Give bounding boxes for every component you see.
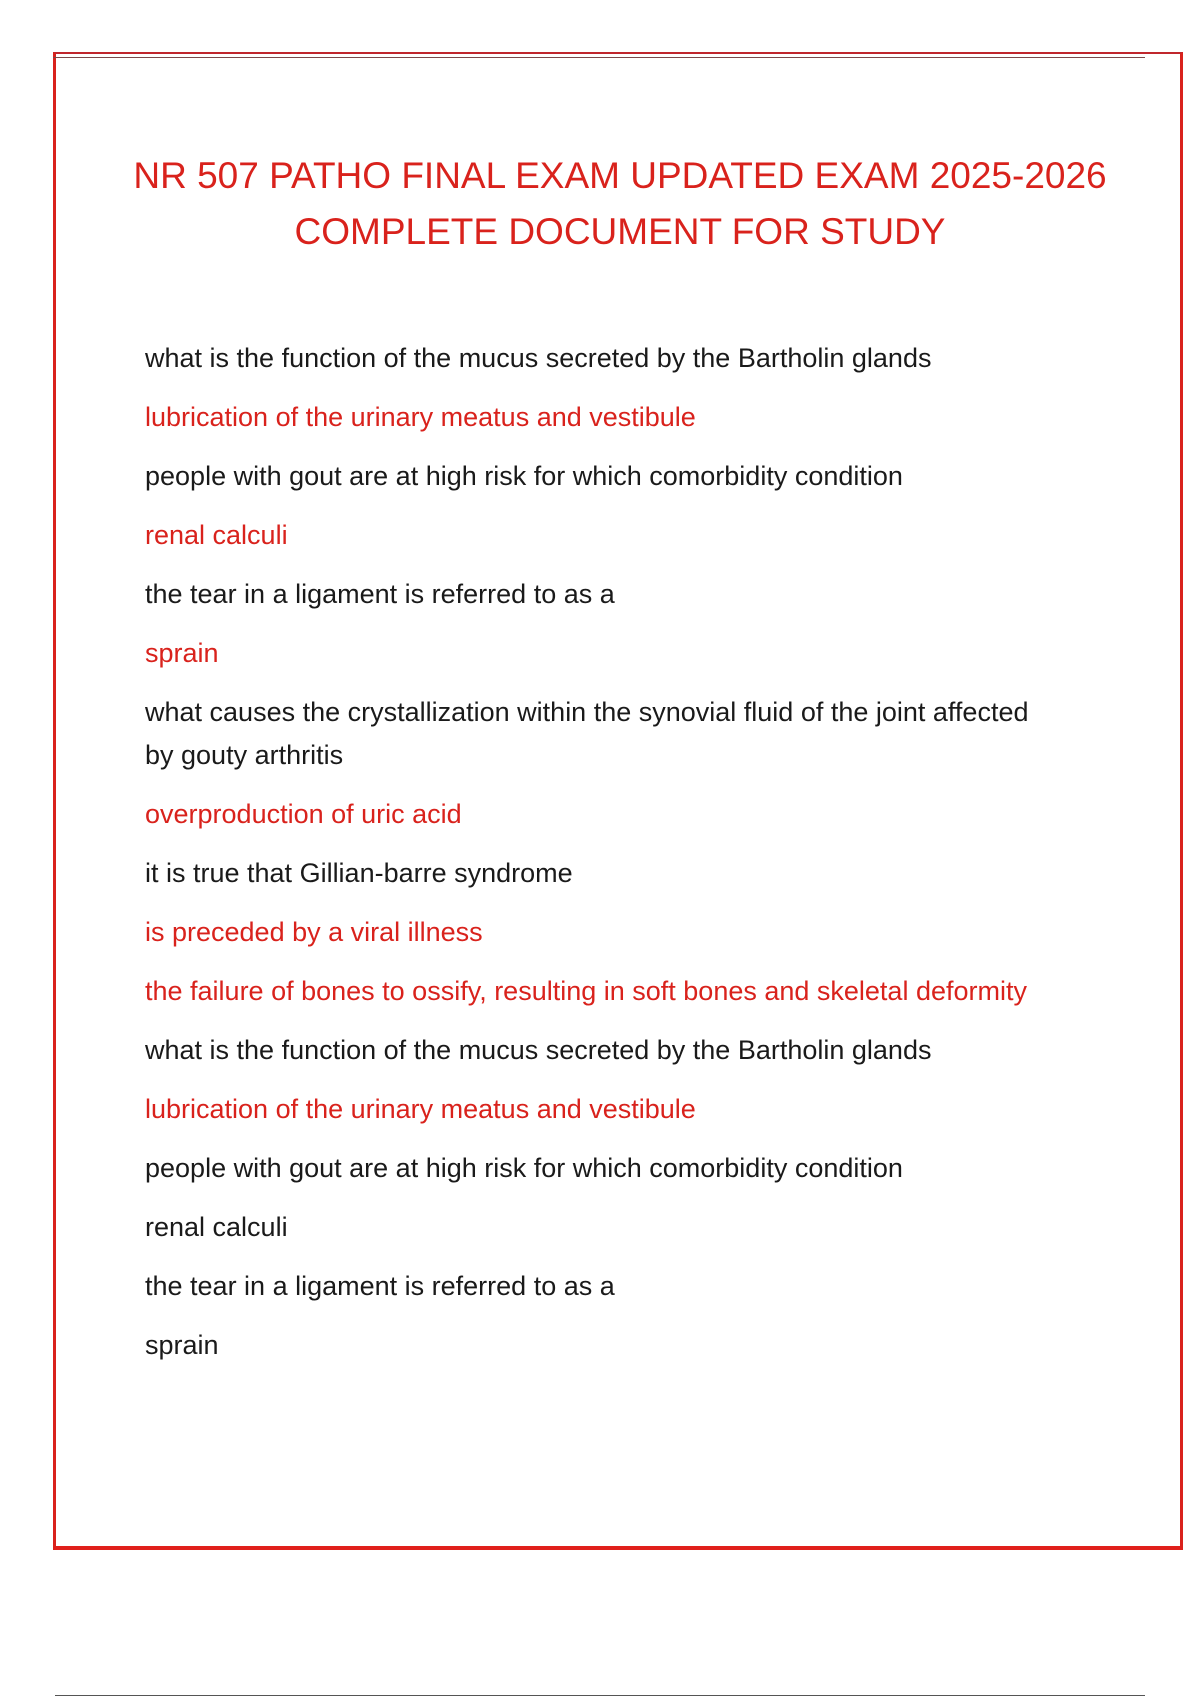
answer-line: overproduction of uric acid	[145, 799, 462, 829]
answer-line: is preceded by a viral illness	[145, 917, 483, 947]
answer-line: lubrication of the urinary meatus and vestibule	[145, 402, 696, 432]
qa-list	[145, 337, 1045, 1383]
answer-line: sprain	[145, 638, 219, 668]
answer-line: lubrication of the urinary meatus and vestibule	[145, 1094, 696, 1124]
document-title: NR 507 PATHO FINAL EXAM UPDATED EXAM 2025-2026 COMPLETE DOCUMENT FOR STUDY	[133, 155, 1107, 252]
bottom-divider	[55, 1695, 1145, 1696]
question-line: sprain	[145, 1330, 219, 1360]
question-line: what is the function of the mucus secreted by the Bartholin glands	[145, 343, 932, 373]
question-line: the tear in a ligament is referred to as a	[145, 1271, 615, 1301]
question-line: what causes the crystallization within the synovial fluid of the joint affected by gouty arthritis	[145, 697, 1029, 770]
question-line: what is the function of the mucus secreted by the Bartholin glands	[145, 1035, 932, 1065]
question-line: people with gout are at high risk for which comorbidity condition	[145, 1153, 903, 1183]
question-line: people with gout are at high risk for which comorbidity condition	[145, 461, 903, 491]
question-line: renal calculi	[145, 1212, 288, 1242]
top-divider	[53, 57, 1145, 58]
answer-line: the failure of bones to ossify, resulting in soft bones and skeletal deformity	[145, 976, 1027, 1006]
question-line: the tear in a ligament is referred to as a	[145, 579, 615, 609]
question-line: it is true that Gillian-barre syndrome	[145, 858, 573, 888]
answer-line: renal calculi	[145, 520, 288, 550]
